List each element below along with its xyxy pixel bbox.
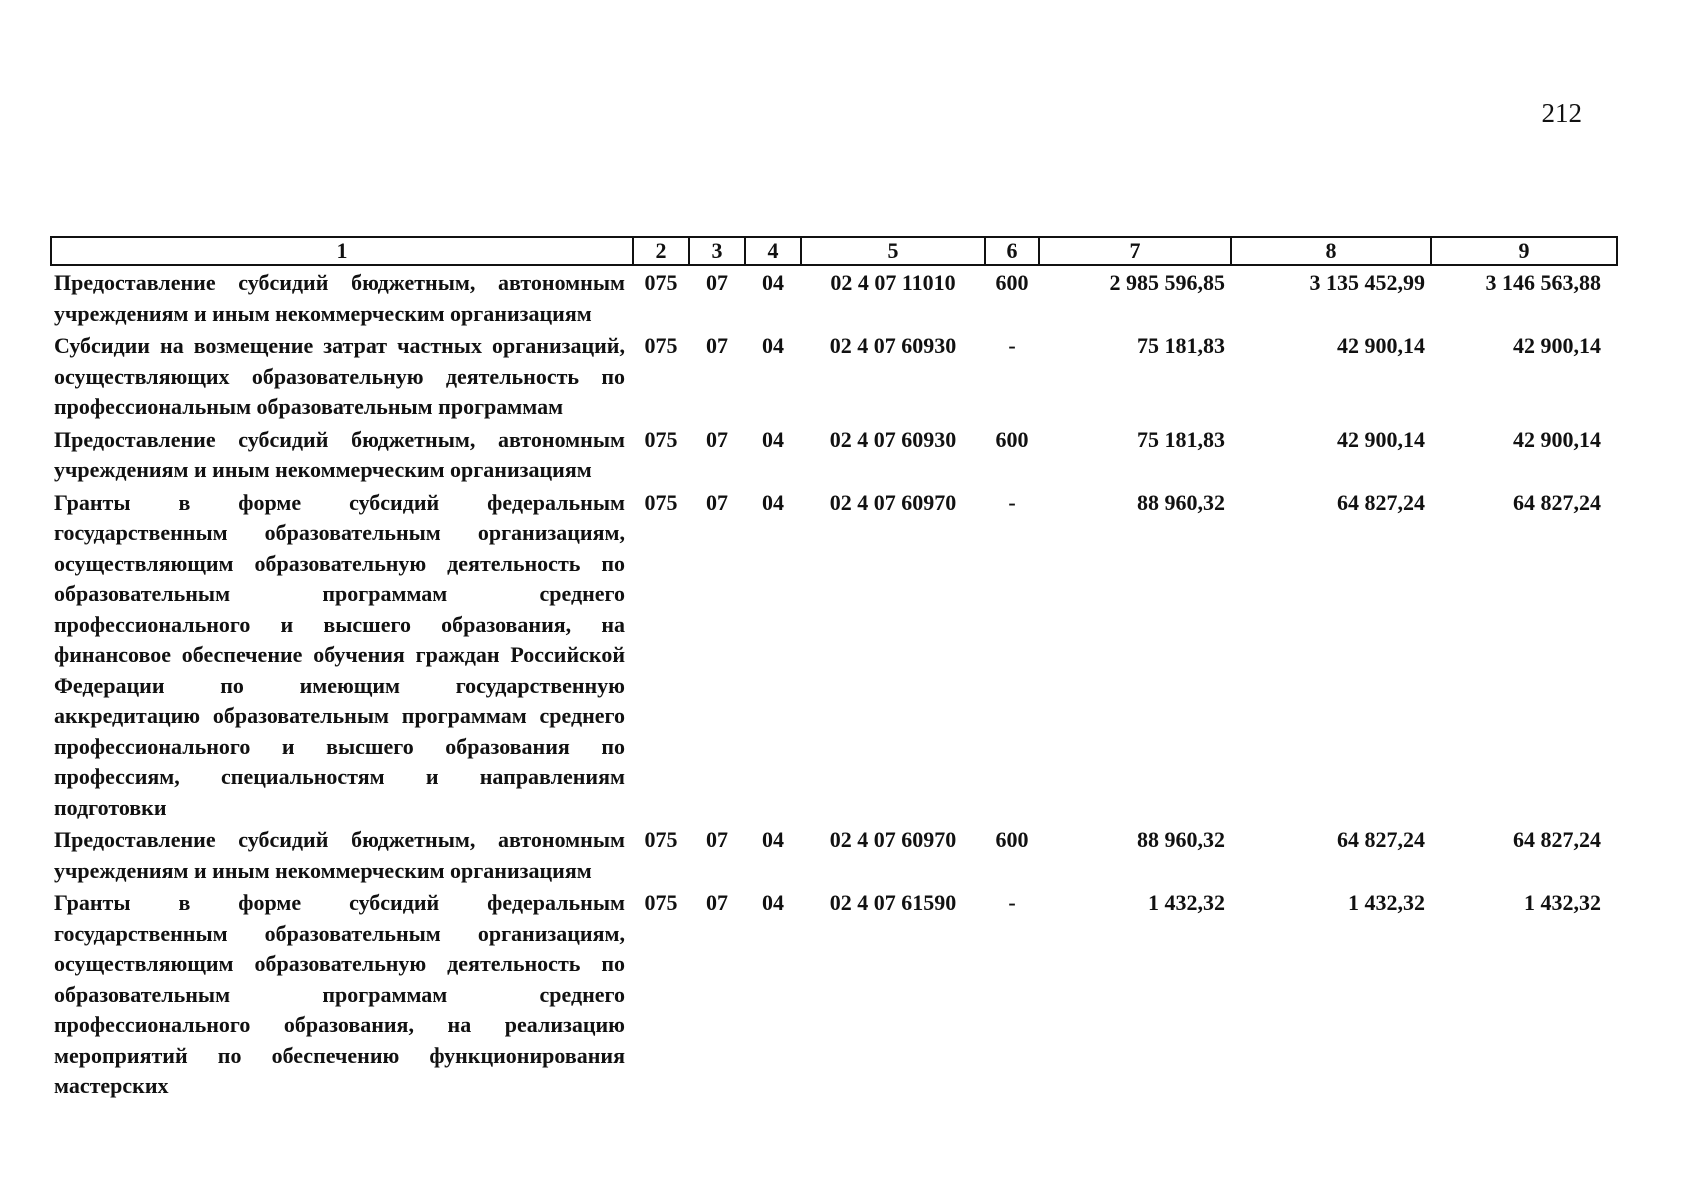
row-section-code: 07 bbox=[706, 489, 728, 515]
row-name: Предоставление субсидий бюджетным, автономным учреждениям и иным некоммерческим организациям bbox=[54, 270, 625, 326]
row-amount-col7: 88 960,32 bbox=[1137, 827, 1225, 852]
row-amount-col7: 1 432,32 bbox=[1148, 890, 1225, 915]
row-amount-col7: 75 181,83 bbox=[1137, 333, 1225, 358]
row-expense-type-code: - bbox=[1008, 890, 1016, 915]
row-subsection-code: 04 bbox=[762, 270, 784, 295]
header-cell-7: 7 bbox=[1039, 237, 1231, 265]
header-cell-5: 5 bbox=[801, 237, 985, 265]
row-admin-code: 075 bbox=[644, 827, 678, 852]
table-row bbox=[51, 265, 1617, 329]
table-header bbox=[51, 237, 1617, 265]
row-name: Предоставление субсидий бюджетным, автономным учреждениям и иным некоммерческим организациям bbox=[54, 827, 625, 883]
table-body bbox=[51, 265, 1617, 1102]
row-amount-col9: 64 827,24 bbox=[1513, 827, 1601, 852]
row-admin-code: 075 bbox=[644, 270, 678, 295]
header-cell-6: 6 bbox=[985, 237, 1039, 265]
row-target-code: 02 4 07 60930 bbox=[829, 426, 957, 452]
row-target-code: 02 4 07 60970 bbox=[829, 827, 957, 852]
row-amount-col8: 42 900,14 bbox=[1337, 333, 1425, 358]
row-expense-type-code: 600 bbox=[995, 827, 1029, 852]
row-amount-col9: 1 432,32 bbox=[1524, 890, 1601, 915]
row-name: Гранты в форме субсидий федеральным государственным образовательным организациям, осуществляющим образовательную деятельность по образовательным программам среднего профессионального и высшего образования, на финансовое обеспечение обучения граждан Российской Федерации по имеющим государственную аккредитацию образовательным программам среднего профессионального и высшего образования по профессиям, специальностям и направлениям подготовки bbox=[54, 489, 625, 820]
row-amount-col7: 75 181,83 bbox=[1137, 426, 1225, 452]
row-admin-code: 075 bbox=[644, 426, 678, 452]
row-section-code: 07 bbox=[706, 827, 728, 852]
row-amount-col8: 64 827,24 bbox=[1337, 827, 1425, 852]
table-row bbox=[51, 423, 1617, 486]
header-cell-3: 3 bbox=[689, 237, 745, 265]
row-target-code: 02 4 07 60930 bbox=[829, 333, 957, 358]
row-expense-type-code: 600 bbox=[995, 270, 1029, 295]
row-amount-col8: 64 827,24 bbox=[1337, 489, 1425, 515]
row-admin-code: 075 bbox=[644, 333, 678, 358]
row-subsection-code: 04 bbox=[762, 426, 784, 452]
row-subsection-code: 04 bbox=[762, 827, 784, 852]
header-cell-1: 1 bbox=[51, 237, 633, 265]
page-number: 212 bbox=[1541, 98, 1582, 128]
row-amount-col8: 3 135 452,99 bbox=[1309, 270, 1425, 295]
header-cell-8: 8 bbox=[1231, 237, 1431, 265]
row-amount-col7: 88 960,32 bbox=[1137, 489, 1225, 515]
row-section-code: 07 bbox=[706, 333, 728, 358]
budget-table bbox=[50, 236, 1618, 1102]
row-expense-type-code: - bbox=[1008, 333, 1016, 358]
row-section-code: 07 bbox=[706, 270, 728, 295]
row-section-code: 07 bbox=[706, 890, 728, 915]
row-target-code: 02 4 07 11010 bbox=[830, 270, 956, 295]
row-subsection-code: 04 bbox=[762, 333, 784, 358]
row-expense-type-code: - bbox=[1008, 489, 1016, 515]
table-row bbox=[51, 329, 1617, 423]
row-target-code: 02 4 07 61590 bbox=[829, 890, 957, 915]
row-amount-col8: 42 900,14 bbox=[1337, 426, 1425, 452]
row-target-code: 02 4 07 60970 bbox=[829, 489, 957, 515]
header-row bbox=[51, 237, 1617, 265]
row-admin-code: 075 bbox=[644, 890, 678, 915]
row-amount-col9: 64 827,24 bbox=[1513, 489, 1601, 515]
row-amount-col9: 42 900,14 bbox=[1513, 333, 1601, 358]
row-section-code: 07 bbox=[706, 426, 728, 452]
row-subsection-code: 04 bbox=[762, 890, 784, 915]
table-row bbox=[51, 486, 1617, 824]
row-name: Гранты в форме субсидий федеральным государственным образовательным организациям, осуществляющим образовательную деятельность по образовательным программам среднего профессионального образования, на реализацию мероприятий по обеспечению функционирования мастерских bbox=[54, 890, 625, 1098]
row-amount-col9: 3 146 563,88 bbox=[1485, 270, 1601, 295]
row-expense-type-code: 600 bbox=[995, 426, 1029, 452]
table-row bbox=[51, 886, 1617, 1102]
row-name: Предоставление субсидий бюджетным, автономным учреждениям и иным некоммерческим организациям bbox=[54, 426, 625, 482]
row-subsection-code: 04 bbox=[762, 489, 784, 515]
table-row bbox=[51, 823, 1617, 886]
row-amount-col7: 2 985 596,85 bbox=[1109, 270, 1225, 295]
row-admin-code: 075 bbox=[644, 489, 678, 515]
header-cell-4: 4 bbox=[745, 237, 801, 265]
header-cell-9: 9 bbox=[1431, 237, 1617, 265]
row-amount-col9: 42 900,14 bbox=[1513, 426, 1601, 452]
header-cell-2: 2 bbox=[633, 237, 689, 265]
row-name: Субсидии на возмещение затрат частных организаций, осуществляющих образовательную деятельность по профессиональным образовательным программам bbox=[54, 333, 625, 419]
row-amount-col8: 1 432,32 bbox=[1348, 890, 1425, 915]
